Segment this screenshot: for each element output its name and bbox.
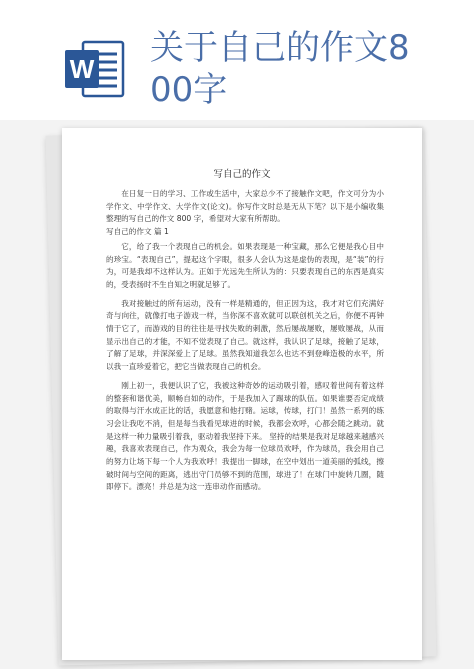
page-title-line-1: 关于自己的作文8 [150, 28, 410, 68]
body-paragraph-2: 我对接触过的所有运动，没有一样是精通的，但正因为这，我才对它们充满好奇与向往，就像打电子游戏一样，当你深不喜欢就可以联创机关之后，你便不再钟情于它了，而游戏的目的往往是寻找失败的刺激，然后屡战屡败，屡败屡战，从而显示出自己的才能，不知不觉表现了自己。就这样，我认识了足球，接触了足球，了解了足球，并深深爱上了足球。虽然我知道我怎么也达不到登峰造极的水平，所以我一直珍爱着它，把它当做表现自己的机会。 [106, 298, 384, 372]
document-page [62, 128, 422, 660]
page-title-line-2: 00字 [150, 70, 228, 110]
body-paragraph-3: 刚上初一，我便认识了它，我被这种奇妙的运动吸引着，感叹着世间有着这样的整套和谐优美，顺畅自如的动作，于是我加入了踢球的队伍。如果谁要否定成绩的取得与汗水成正比的话，我愿意和他打赌。运球，传球，打门！虽然一系列的练习会让我吃不消，但是每当我看见球进的时候，我都会欢呼，心都会随之跳动。就是这样一种力量吸引着我，驱动着我坚持下来。 坚持的结果是我对足球越来越感兴趣，我喜欢表现自己，作为观众，我会为每一位球员欢呼，作为球员，我会用自己的努力让场下每一个人为我欢呼！我提出一脚球，在空中划出一道美丽的弧线，擦破时间与空间的距离，逃出守门员够不到的范围，球进了！在球门中旋转几圈，随即停下。漂亮！并总是为这一连串动作而感动。 [106, 380, 384, 492]
word-document-icon [63, 38, 125, 100]
word-logo-letter: W [69, 54, 95, 84]
document-title: 写自己的作文 [213, 169, 271, 180]
intro-paragraph: 在日复一日的学习、工作或生活中，大家总少不了接触作文吧，作文可分为小学作文、中学作文、大学作文(论文)。你写作文时总是无从下笔？以下是小编收集整理的写自己的作文 800 字，希望对大家有所帮助。 [106, 189, 384, 224]
article-subtitle: 写自己的作文 篇 1 [106, 227, 169, 237]
header-banner [0, 0, 474, 120]
body-paragraph-1: 它，给了我一个表现自己的机会。如果表现是一种宝藏，那么它便是我心目中的珍宝。“表现自己”，提起这个字眼，很多人会认为这是虚伪的表现，是“装”的行为，可是我却不这样认为。正如于光远先生所认为的：只要表现自己的东西是真实的，受表扬时不生自知之明就足够了。 [106, 241, 384, 289]
document-body [106, 188, 384, 494]
